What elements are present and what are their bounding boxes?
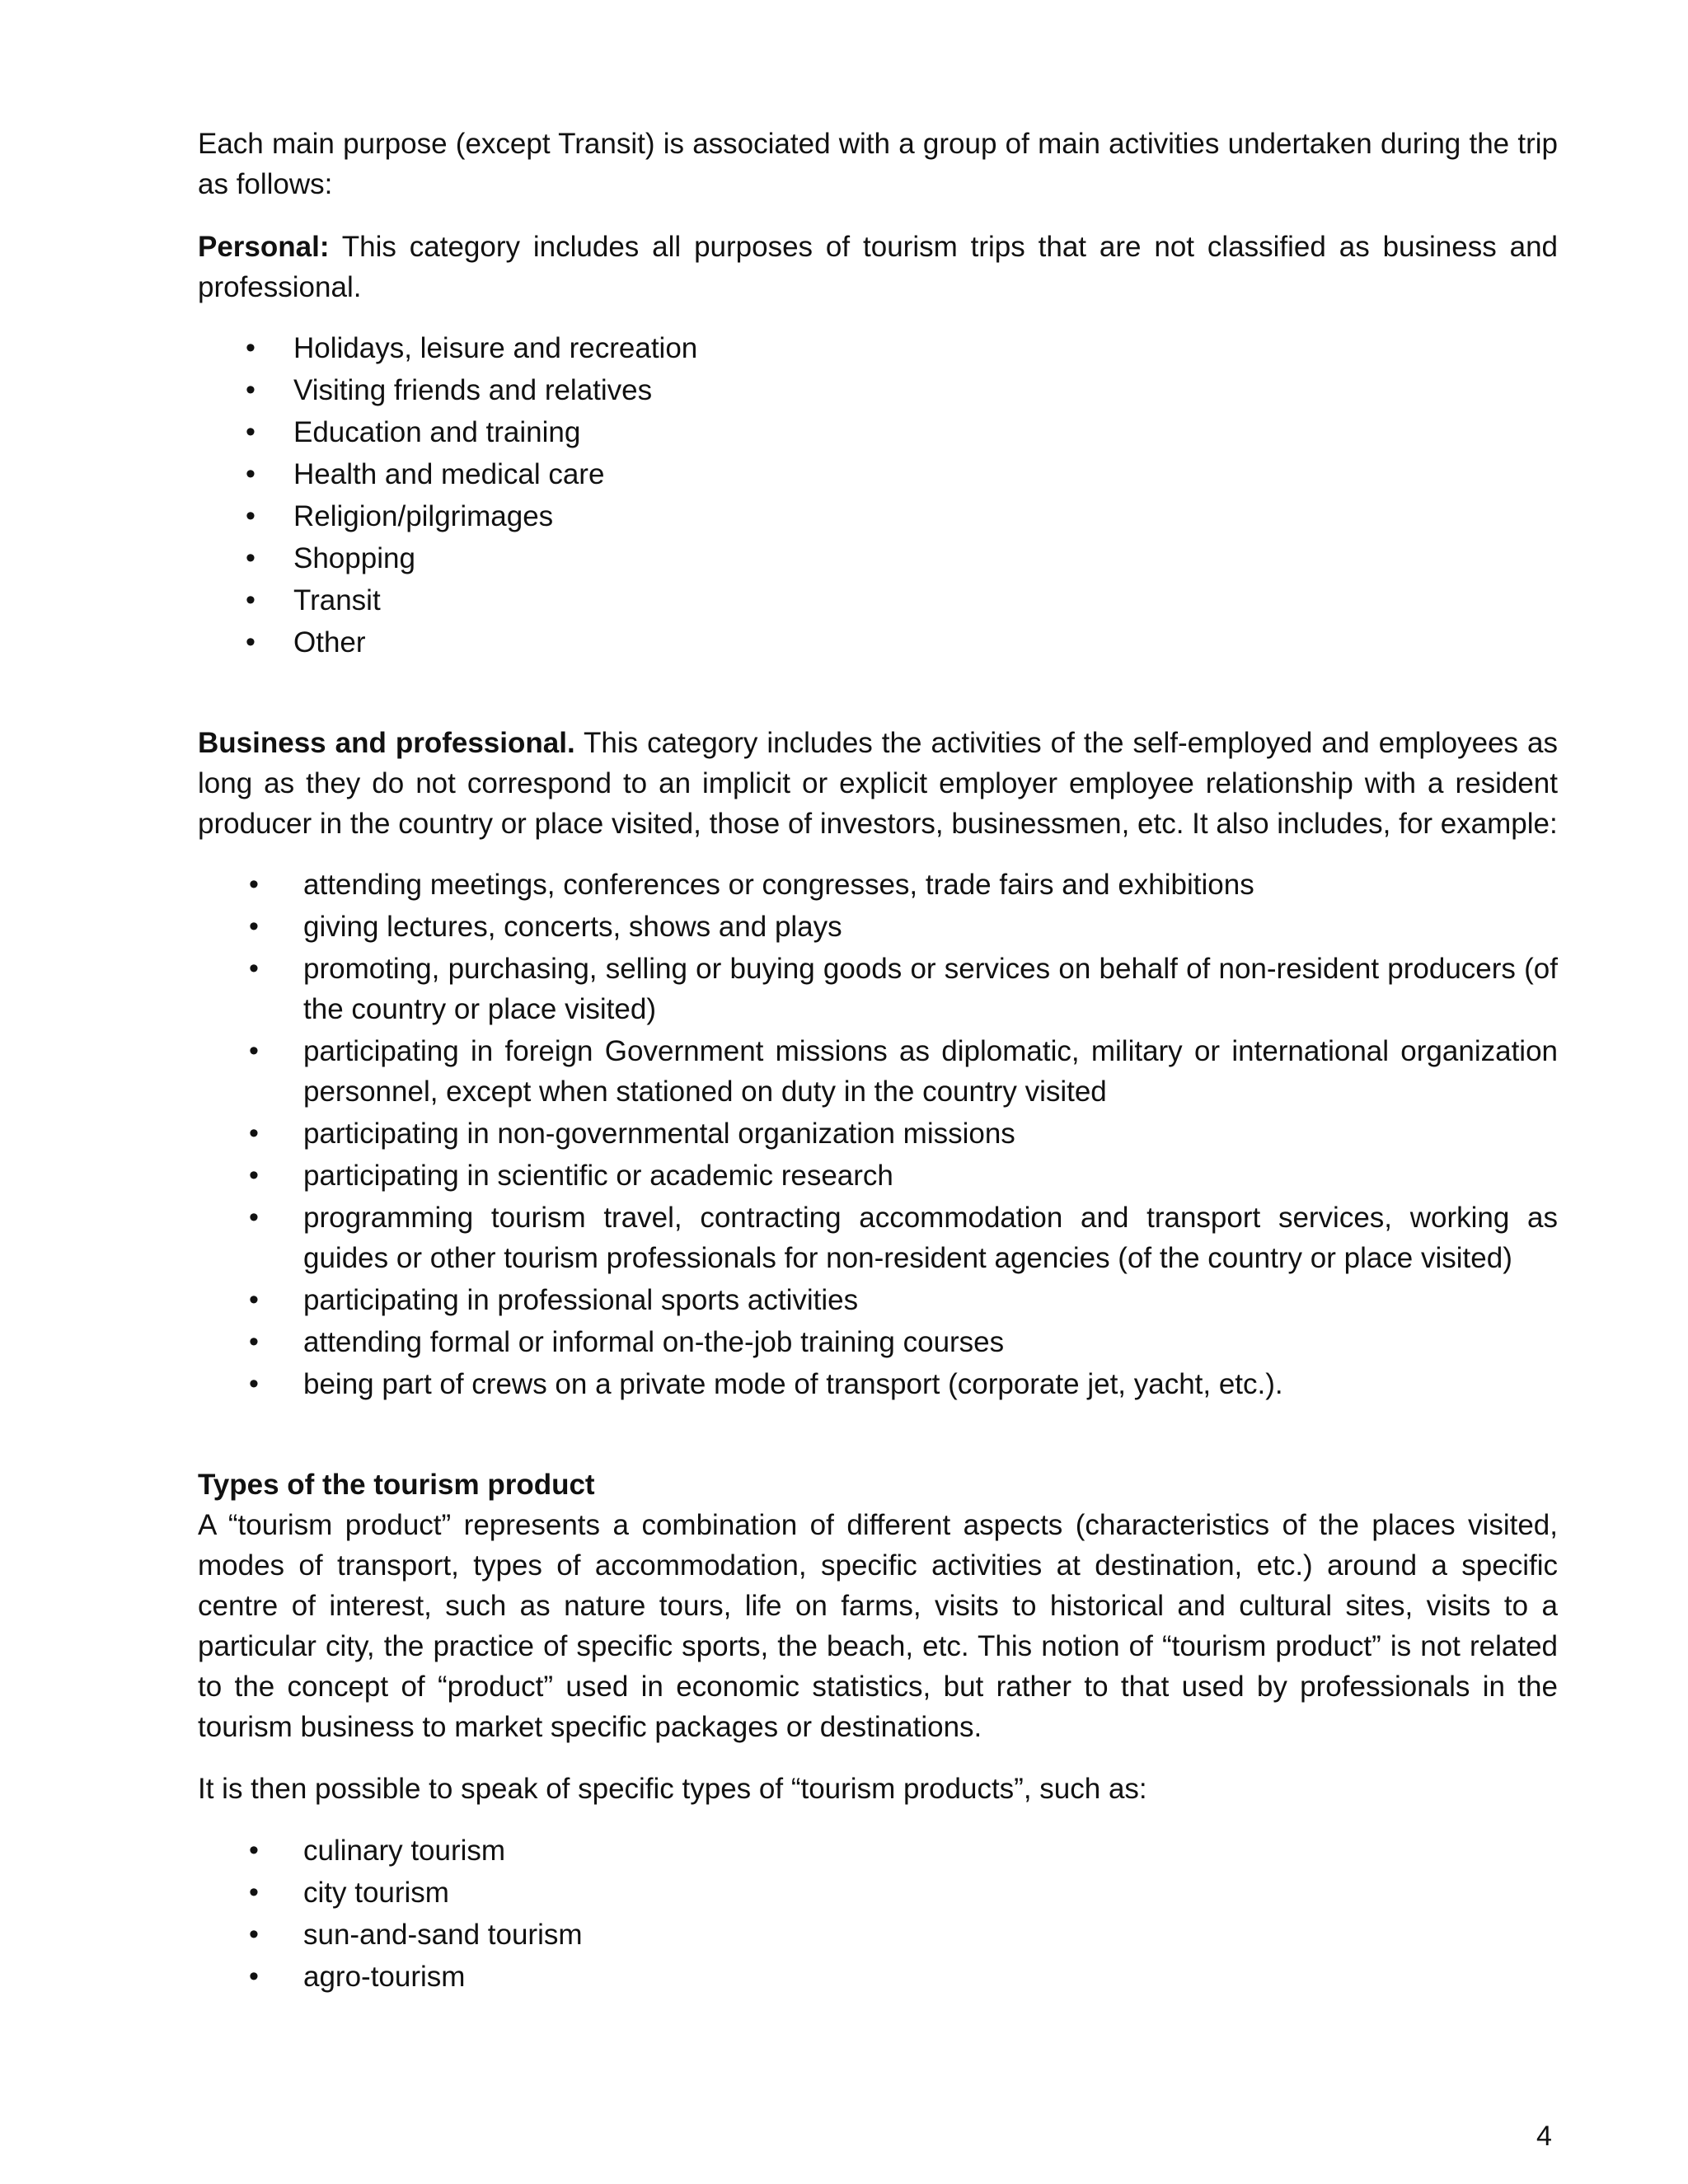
- bullet-icon: •: [246, 542, 256, 574]
- tourism-product-paragraph: A “tourism product” represents a combination of different aspects (characteristics of the places visited, modes of transport, types of accommodation, specific activities at destination, etc.) around a specific centre of interest, such as nature tours, life on farms, visits to historical and cultural sites, visits to a particular city, the practice of specific sports, the beach, etc. This notion of “tourism product” is not related to the concept of “product” used in economic statistics, but rather to that used by professionals in the tourism business to market specific packages or destinations.: [198, 1509, 1558, 1743]
- bullet-icon: •: [246, 458, 256, 490]
- intro-paragraph: Each main purpose (except Transit) is associated with a group of main activities undertaken during the trip as follows:: [198, 128, 1558, 200]
- bullet-icon: •: [249, 1919, 259, 1950]
- bullet-icon: •: [249, 1202, 259, 1233]
- list-item: • giving lectures, concerts, shows and plays: [198, 907, 1558, 947]
- bullet-icon: •: [246, 500, 256, 532]
- personal-text: This category includes all purposes of tourism trips that are not classified as business and professional.: [198, 231, 1558, 303]
- list-item: • participating in non-governmental organization missions: [198, 1113, 1558, 1154]
- list-item: • Religion/pilgrimages: [198, 496, 1558, 537]
- bullet-icon: •: [249, 1284, 259, 1315]
- list-item: • Health and medical care: [198, 454, 1558, 494]
- list-item: • agro-tourism: [198, 1957, 1558, 1997]
- list-item: • attending meetings, conferences or congresses, trade fairs and exhibitions: [198, 865, 1558, 905]
- bullet-icon: •: [246, 626, 256, 658]
- business-text: This category includes the activities of the self-employed and employees as long as they do not correspond to an implicit or explicit employer employee relationship with a resident producer in the country or place visited, those of investors, businessmen, etc. It also includes, for example:: [198, 727, 1558, 840]
- page-number: 4: [1536, 2121, 1552, 2152]
- bullet-icon: •: [249, 1877, 259, 1908]
- bullet-icon: •: [249, 1326, 259, 1357]
- list-item: • Transit: [198, 580, 1558, 621]
- business-paragraph: [198, 723, 1558, 844]
- bullet-icon: •: [246, 332, 256, 363]
- section-heading: Types of the tourism product: [198, 1469, 595, 1501]
- list-item: • Education and training: [198, 412, 1558, 452]
- personal-label: Personal:: [198, 231, 330, 263]
- list-item: • Other: [198, 622, 1558, 663]
- bullet-icon: •: [249, 1035, 259, 1066]
- list-item: • culinary tourism: [198, 1830, 1558, 1871]
- list-item: • Holidays, leisure and recreation: [198, 328, 1558, 368]
- bullet-icon: •: [249, 1835, 259, 1866]
- bullet-icon: •: [249, 1160, 259, 1191]
- bullet-icon: •: [249, 1961, 259, 1992]
- list-item: • city tourism: [198, 1872, 1558, 1913]
- business-label: Business and professional.: [198, 727, 575, 759]
- personal-purpose-list: [198, 328, 1558, 663]
- list-item: • promoting, purchasing, selling or buying goods or services on behalf of non-resident producers (of the country or place visited): [198, 949, 1558, 1029]
- bullet-icon: •: [249, 869, 259, 900]
- bullet-icon: •: [249, 911, 259, 942]
- bullet-icon: •: [246, 416, 256, 448]
- bullet-icon: •: [249, 1118, 259, 1149]
- list-item: • participating in foreign Government missions as diplomatic, military or international organization personnel, except when stationed on duty in the country visited: [198, 1031, 1558, 1112]
- list-item: • participating in scientific or academic research: [198, 1155, 1558, 1196]
- bullet-icon: •: [246, 584, 256, 616]
- list-item: • being part of crews on a private mode of transport (corporate jet, yacht, etc.).: [198, 1364, 1558, 1404]
- list-item: • sun-and-sand tourism: [198, 1915, 1558, 1955]
- list-item: • Visiting friends and relatives: [198, 370, 1558, 410]
- document-page: [198, 124, 1558, 1999]
- product-types-intro: It is then possible to speak of specific types of “tourism products”, such as:: [198, 1773, 1147, 1805]
- bullet-icon: •: [249, 1368, 259, 1399]
- tourism-product-list: [198, 1830, 1558, 1997]
- bullet-icon: •: [249, 953, 259, 984]
- list-item: • attending formal or informal on-the-job training courses: [198, 1322, 1558, 1362]
- personal-paragraph: [198, 227, 1558, 307]
- list-item: • Shopping: [198, 538, 1558, 579]
- business-activity-list: [198, 865, 1558, 1404]
- list-item: • participating in professional sports activities: [198, 1280, 1558, 1320]
- bullet-icon: •: [246, 374, 256, 405]
- list-item: • programming tourism travel, contracting accommodation and transport services, working as guides or other tourism professionals for non-resident agencies (of the country or place visited): [198, 1197, 1558, 1278]
